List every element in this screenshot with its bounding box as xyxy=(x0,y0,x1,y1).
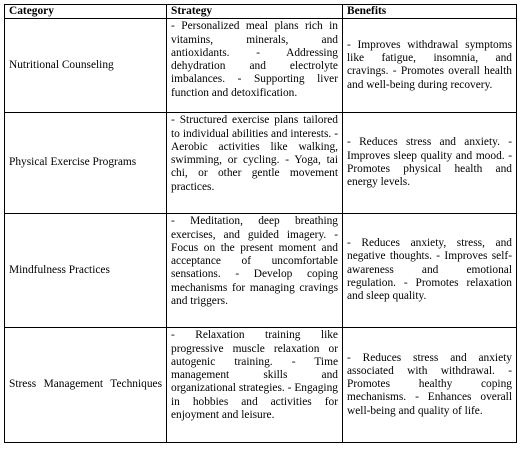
strategies-table xyxy=(4,4,517,443)
category-cell: Mindfulness Practices xyxy=(5,214,167,328)
table-header-row xyxy=(5,5,517,19)
benefits-cell: - Reduces stress and anxiety. - Improves sleep quality and mood. - Promotes physical health and energy levels. xyxy=(343,113,517,214)
strategy-cell: - Meditation, deep breathing exercises, and guided imagery. - Focus on the present moment and acceptance of uncomfortable sensations. - Develop coping mechanisms for managing cravings and triggers. xyxy=(167,214,343,328)
category-cell: Nutritional Counseling xyxy=(5,19,167,113)
benefits-cell: - Reduces anxiety, stress, and negative thoughts. - Improves self-awareness and emotional regulation. - Promotes relaxation and sleep quality. xyxy=(343,214,517,328)
table-row xyxy=(5,113,517,214)
strategy-cell: - Personalized meal plans rich in vitamins, minerals, and antioxidants. - Addressing dehydration and electrolyte imbalances. - Supporting liver function and detoxification. xyxy=(167,19,343,113)
strategy-cell: - Structured exercise plans tailored to individual abilities and interests. - Aerobic activities like walking, swimming, or cycling. - Yoga, tai chi, or other gentle movement practices. xyxy=(167,113,343,214)
strategy-cell: - Relaxation training like progressive muscle relaxation or autogenic training. - Time management skills and organizational strategies. - Engaging in hobbies and activities for enjoyment and leisure. xyxy=(167,328,343,443)
table-row xyxy=(5,214,517,328)
category-cell: Physical Exercise Programs xyxy=(5,113,167,214)
benefits-cell: - Reduces stress and anxiety associated with withdrawal. - Promotes healthy coping mechanisms. - Enhances overall well-being and quality of life. xyxy=(343,328,517,443)
category-cell: Stress Management Techniques xyxy=(5,328,167,443)
benefits-cell: - Improves withdrawal symptoms like fatigue, insomnia, and cravings. - Promotes overall health and well-being during recovery. xyxy=(343,19,517,113)
header-strategy: Strategy xyxy=(167,5,343,19)
table-row xyxy=(5,328,517,443)
header-benefits: Benefits xyxy=(343,5,517,19)
header-category: Category xyxy=(5,5,167,19)
table-row xyxy=(5,19,517,113)
